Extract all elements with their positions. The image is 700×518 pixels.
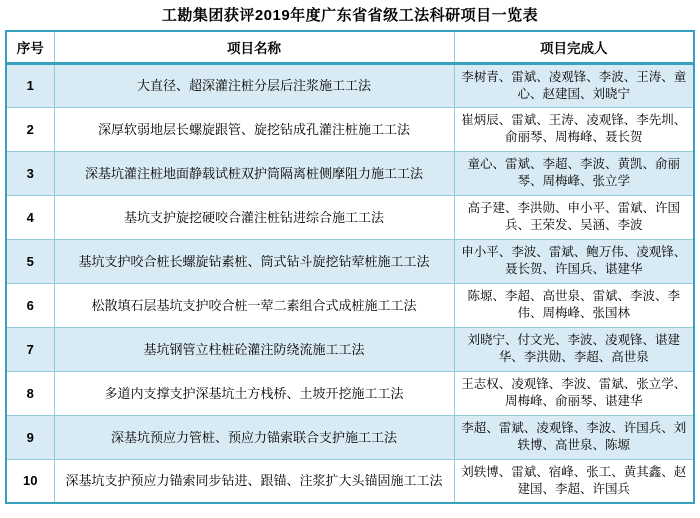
projects-table (5, 30, 695, 504)
row-number-cell: 9 (6, 415, 54, 459)
table-row (6, 283, 694, 327)
row-number-cell: 7 (6, 327, 54, 371)
completers-cell: 童心、雷斌、李超、李波、黄凯、俞丽琴、周梅峰、张立学 (454, 151, 694, 195)
project-name-cell: 基坑支护旋挖硬咬合灌注桩钻进综合施工工法 (54, 195, 454, 239)
completers-cell: 刘晓宁、付文光、李波、凌观锋、谌建华、李洪勋、李超、高世泉 (454, 327, 694, 371)
completers-cell: 刘轶博、雷斌、宿峰、张工、黄其鑫、赵建国、李超、许国兵 (454, 459, 694, 503)
project-name-cell: 深基坑支护预应力锚索同步钻进、跟锚、注浆扩大头锚固施工工法 (54, 459, 454, 503)
project-name-cell: 基坑钢管立柱桩砼灌注防绕流施工工法 (54, 327, 454, 371)
table-row (6, 415, 694, 459)
row-number-cell: 6 (6, 283, 54, 327)
row-number-cell: 2 (6, 107, 54, 151)
row-number-cell: 1 (6, 63, 54, 107)
col-header-completers: 项目完成人 (454, 31, 694, 63)
table-row (6, 151, 694, 195)
table-row (6, 63, 694, 107)
completers-cell: 李树青、雷斌、凌观锋、李波、王涛、童心、赵建国、刘晓宁 (454, 63, 694, 107)
table-row (6, 107, 694, 151)
col-header-no: 序号 (6, 31, 54, 63)
row-number-cell: 5 (6, 239, 54, 283)
row-number-cell: 4 (6, 195, 54, 239)
col-header-project: 项目名称 (54, 31, 454, 63)
completers-cell: 李超、雷斌、凌观锋、李波、许国兵、刘轶博、高世泉、陈塬 (454, 415, 694, 459)
table-row (6, 239, 694, 283)
table-row (6, 327, 694, 371)
page-title: 工勘集团获评2019年度广东省省级工法科研项目一览表 (161, 7, 539, 24)
row-number-cell: 8 (6, 371, 54, 415)
completers-cell: 申小平、李波、雷斌、鲍万伟、凌观锋、聂长贺、许国兵、谌建华 (454, 239, 694, 283)
project-name-cell: 松散填石层基坑支护咬合桩一荤二素组合式成桩施工工法 (54, 283, 454, 327)
completers-cell: 崔炳辰、雷斌、王涛、凌观锋、李先圳、俞丽琴、周梅峰、聂长贺 (454, 107, 694, 151)
completers-cell: 王志权、凌观锋、李波、雷斌、张立学、周梅峰、俞丽琴、谌建华 (454, 371, 694, 415)
row-number-cell: 10 (6, 459, 54, 503)
completers-cell: 陈塬、李超、高世泉、雷斌、李波、李伟、周梅峰、张国林 (454, 283, 694, 327)
project-name-cell: 大直径、超深灌注桩分层后注浆施工工法 (54, 63, 454, 107)
header-row (6, 31, 694, 63)
project-name-cell: 基坑支护咬合桩长螺旋钻素桩、筒式钻斗旋挖钻荤桩施工工法 (54, 239, 454, 283)
completers-cell: 高子建、李洪勋、申小平、雷斌、许国兵、王荣发、吴涵、李波 (454, 195, 694, 239)
row-number-cell: 3 (6, 151, 54, 195)
project-name-cell: 深厚软弱地层长螺旋跟管、旋挖钻成孔灌注桩施工工法 (54, 107, 454, 151)
table-row (6, 371, 694, 415)
project-name-cell: 多道内支撑支护深基坑土方栈桥、土坡开挖施工工法 (54, 371, 454, 415)
project-name-cell: 深基坑预应力管桩、预应力锚索联合支护施工工法 (54, 415, 454, 459)
table-row (6, 195, 694, 239)
project-name-cell: 深基坑灌注桩地面静载试桩双护筒隔离桩侧摩阻力施工工法 (54, 151, 454, 195)
table-row (6, 459, 694, 503)
